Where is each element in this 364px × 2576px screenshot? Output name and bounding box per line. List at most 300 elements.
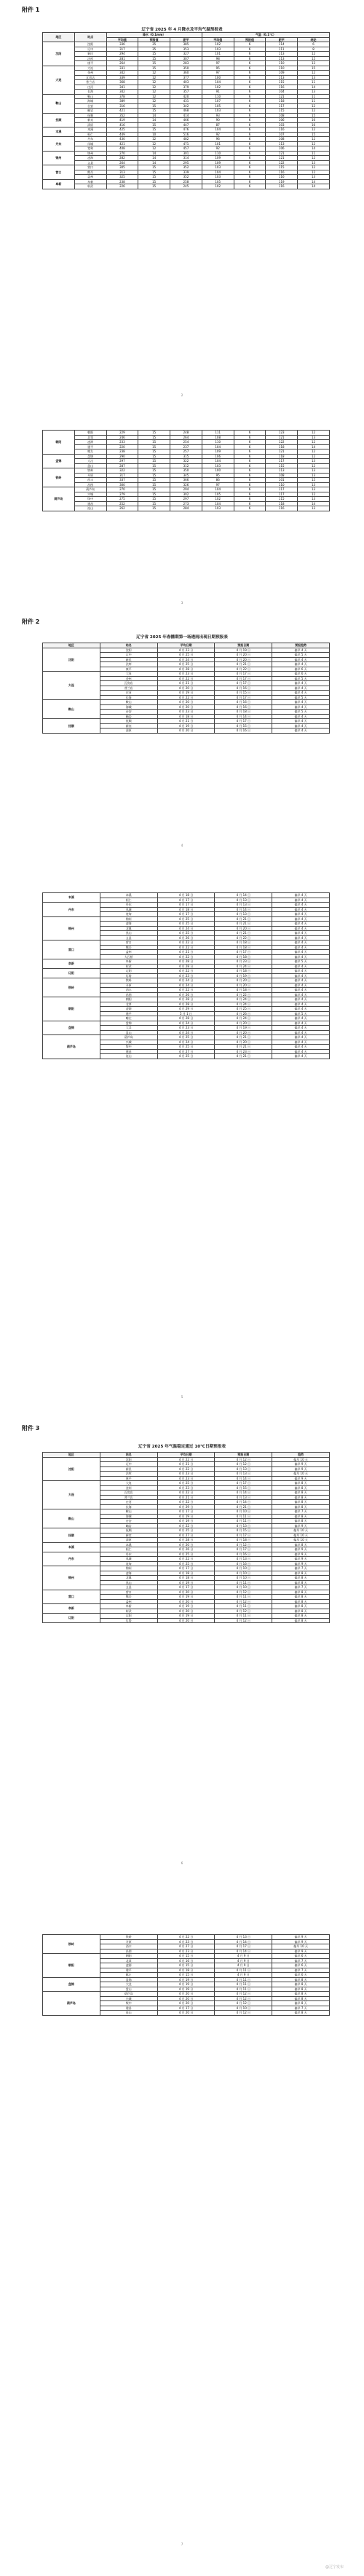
table-cell: 13 <box>298 497 330 502</box>
table-cell: 6 <box>234 109 266 114</box>
table-cell: 4 月 10 日 <box>215 1571 272 1576</box>
table-cell: 322 <box>170 459 202 464</box>
table-header-cell: 平均值 <box>106 37 138 42</box>
table-cell: 偏早 8 天 <box>272 1571 330 1576</box>
table-cell: 357 <box>170 90 202 95</box>
table-cell: 西丰 <box>74 478 106 483</box>
table-cell: 4 月 23 日 <box>157 710 215 715</box>
table-cell: 新宾 <box>74 118 106 123</box>
table-cell: 4 月 22 日 <box>157 941 215 946</box>
table-cell: 辽中 <box>100 1462 157 1467</box>
table-cell: 4 月 24 日 <box>215 1002 272 1007</box>
table-cell: 朝阳 <box>43 1954 100 1978</box>
table-cell: 4 月 21 日 <box>157 1462 215 1467</box>
table-cell: 4 月 20 日 <box>215 1021 272 1026</box>
table-cell: 盘山 <box>100 1030 157 1035</box>
table-cell: 317 <box>106 473 138 478</box>
table-cell: 台安 <box>74 103 106 109</box>
table-cell: 偏早 8 天 <box>272 1987 330 1992</box>
table-cell: 偏早 4 天 <box>272 997 330 1002</box>
table-cell: 449 <box>106 132 138 137</box>
table-cell: 339 <box>106 75 138 80</box>
table-cell: 4 月 11 日 <box>215 1580 272 1585</box>
table-cell: 12 <box>298 463 330 468</box>
table-cell: 123 <box>266 431 298 436</box>
table-cell: 4 月 19 日 <box>157 1514 215 1519</box>
table-cell: 偏早 8 天 <box>272 1614 330 1619</box>
table-cell: 偏早 8 天 <box>272 1576 330 1581</box>
table-cell: 16 <box>298 118 330 123</box>
table-cell: 103 <box>202 175 234 180</box>
table-header-cell: 平均日期 <box>157 643 215 648</box>
table-cell: 4 月 19 日 <box>157 1987 215 1992</box>
table-cell: 4 月 25 日 <box>157 1045 215 1050</box>
table-cell: 4 月 25 日 <box>157 1054 215 1059</box>
table-cell: 岫岩 <box>100 714 157 719</box>
table-cell: 15 <box>138 468 170 474</box>
table-cell: 4 月 20 日 <box>215 926 272 931</box>
table-cell: 偏早 10 天 <box>272 1472 330 1477</box>
table-cell: 熊岳 <box>100 945 157 950</box>
table-cell: 104 <box>202 501 234 506</box>
table-cell: 4 月 9 日 <box>215 1954 272 1959</box>
table-cell: 偏早 9 天 <box>272 1561 330 1566</box>
table-cell: 15 <box>138 127 170 133</box>
table-cell: 237 <box>170 444 202 449</box>
table-cell: 连山 <box>74 506 106 511</box>
table-cell: 342 <box>106 71 138 76</box>
table-cell: 4 月 14 日 <box>215 1491 272 1496</box>
table-cell: 4 月 22 日 <box>157 1557 215 1562</box>
table-cell: 营口 <box>43 941 100 959</box>
table-cell: 义县 <box>100 1585 157 1590</box>
table-cell: 清原 <box>100 1538 157 1543</box>
table-cell: 偏早 4 天 <box>272 988 330 993</box>
table-cell: 营口 <box>43 165 75 180</box>
table-cell: 6 <box>234 132 266 137</box>
table-cell: 4 月 19 日 <box>157 691 215 696</box>
table-cell: 偏早 9 天 <box>272 1557 330 1562</box>
table-cell: 4 月 18 日 <box>157 1968 215 1973</box>
table-cell: 262 <box>106 506 138 511</box>
table-cell: 桓仁 <box>100 898 157 903</box>
table-cell: 大洼 <box>100 1026 157 1031</box>
table-cell: 322 <box>106 468 138 474</box>
table-cell: 4 月 16 日 <box>215 1552 272 1557</box>
table-cell: 6 <box>234 113 266 118</box>
table-cell: 4 月 12 日 <box>215 1590 272 1595</box>
table-cell: 辽中 <box>74 47 106 52</box>
table-cell: 13 <box>298 90 330 95</box>
table-cell: 法库 <box>100 662 157 667</box>
table-cell: 116 <box>266 175 298 180</box>
table-cell: 4 月 23 日 <box>157 672 215 677</box>
table-cell: 偏早 4 天 <box>272 907 330 912</box>
table-cell: 4 月 27 日 <box>157 1533 215 1538</box>
table-cell: 15 <box>298 478 330 483</box>
table-cell: 凌源 <box>100 1963 157 1968</box>
table-cell: 阜新 <box>43 1604 100 1614</box>
table-cell: 辽中 <box>100 653 157 658</box>
table-cell: 86 <box>202 478 234 483</box>
page-number-6: 7 <box>181 2542 183 2546</box>
table-cell: 4 月 21 日 <box>157 950 215 955</box>
table-cell: 4 月 18 日 <box>215 941 272 946</box>
table-cell: 阜新 <box>100 959 157 965</box>
table-2-part-b <box>42 892 330 1059</box>
table-cell: 朝阳 <box>100 997 157 1002</box>
table-cell: 4 月 20 日 <box>215 983 272 988</box>
table-cell: 4 月 23 日 <box>157 648 215 653</box>
table-cell: 360 <box>170 71 202 76</box>
table-cell: 6 <box>234 103 266 109</box>
table-cell: 87 <box>202 122 234 127</box>
table-cell: 312 <box>170 463 202 468</box>
table-cell: 新民 <box>100 657 157 662</box>
table-cell: 4 月 24 日 <box>157 1021 215 1026</box>
table-cell: 偏早 9 天 <box>272 1939 330 1944</box>
table-cell: 15 <box>138 482 170 487</box>
table-cell: 凌源 <box>74 440 106 445</box>
table-cell: 6 <box>234 47 266 52</box>
table-cell: 104 <box>202 487 234 492</box>
table-cell: 偏早 4 天 <box>272 916 330 922</box>
table-cell: 92 <box>202 146 234 152</box>
table-cell: 15 <box>298 66 330 71</box>
page-3 <box>16 612 348 856</box>
table-cell: 4 月 22 日 <box>157 1491 215 1496</box>
table-cell: 15 <box>138 165 170 170</box>
table-cell: 15 <box>138 66 170 71</box>
table-cell: 107 <box>202 99 234 104</box>
table-cell: 4 月 14 日 <box>215 1939 272 1944</box>
table-cell: 4 月 17 日 <box>215 676 272 681</box>
table-cell: 清原 <box>74 122 106 127</box>
table-cell: 4 月 17 日 <box>215 1547 272 1552</box>
table-cell: 113 <box>266 52 298 57</box>
table-cell: 庄河 <box>100 691 157 696</box>
table-cell: 6 <box>234 487 266 492</box>
table-cell: 偏早 10 天 <box>272 1528 330 1534</box>
table-cell: 108 <box>266 137 298 142</box>
table-cell: 4 月 11 日 <box>215 1514 272 1519</box>
table-cell: 盘山 <box>74 463 106 468</box>
table-cell: 偏早 8 天 <box>272 1992 330 1997</box>
table-cell: 偏早 4 天 <box>272 969 330 974</box>
table-cell: 13 <box>298 160 330 165</box>
table-cell: 264 <box>106 61 138 66</box>
table-cell: 本溪 <box>74 127 106 133</box>
table-cell: 本溪 <box>100 893 157 898</box>
table-cell: 凌海 <box>100 922 157 927</box>
table-cell: 4 月 20 日 <box>157 700 215 705</box>
table-cell: 偏早 4 天 <box>272 700 330 705</box>
table-cell: 12 <box>138 94 170 99</box>
table-cell: 海城 <box>100 704 157 710</box>
table-cell: 273 <box>170 501 202 506</box>
table-cell: 法库 <box>74 56 106 61</box>
table-cell: 4 月 15 日 <box>215 723 272 729</box>
table-cell: 抚顺 <box>100 1528 157 1534</box>
watermark: @辽宁发布 <box>325 2565 344 2569</box>
table-cell: 4 月 22 日 <box>215 935 272 941</box>
table-cell: 104 <box>202 127 234 133</box>
table-cell: 6 <box>234 122 266 127</box>
table-cell: 偏早 4 天 <box>272 954 330 959</box>
table-cell: 8 <box>298 47 330 52</box>
table-cell: 105 <box>202 179 234 184</box>
table-2-title: 辽宁省 2025 年春播期第一场透雨出现日期预报表 <box>136 635 228 640</box>
table-cell: 6 <box>234 501 266 506</box>
table-cell: 110 <box>266 66 298 71</box>
table-cell: 4 月 21 日 <box>215 1504 272 1509</box>
table-cell: 瓦房店 <box>100 681 157 686</box>
table-cell: 大连 <box>43 66 75 94</box>
table-cell: 92 <box>202 132 234 137</box>
table-cell: 4 月 20 日 <box>157 2011 215 2016</box>
table-cell: 盘锦 <box>74 454 106 459</box>
table-cell: 14 <box>138 113 170 118</box>
table-cell: 偏早 4 天 <box>272 931 330 936</box>
table-cell: 4 月 20 日 <box>215 1030 272 1035</box>
table-cell: 4 月 19 日 <box>215 1026 272 1031</box>
table-cell: 378 <box>106 94 138 99</box>
table-cell: 偏早 9 天 <box>272 1547 330 1552</box>
table-cell: 偏早 8 天 <box>272 1519 330 1524</box>
table-cell: 偏早 9 天 <box>272 1523 330 1528</box>
table-cell: 103 <box>202 165 234 170</box>
table-cell: 248 <box>170 431 202 436</box>
table-cell: 108 <box>266 473 298 478</box>
table-cell: 偏早 4 天 <box>272 704 330 710</box>
table-cell: 偏早 4 天 <box>272 1002 330 1007</box>
table-cell: 4 月 13 日 <box>215 1472 272 1477</box>
table-cell: 4 月 17 日 <box>157 912 215 917</box>
table-cell: 丹东 <box>100 1552 157 1557</box>
table-cell: 13 <box>298 61 330 66</box>
table-cell: 447 <box>170 122 202 127</box>
table-cell: 4 月 18 日 <box>215 945 272 950</box>
table-cell: 朝阳 <box>100 1954 157 1959</box>
table-cell: 偏早 4 天 <box>272 922 330 927</box>
table-cell: 偏早 6 天 <box>272 1954 330 1959</box>
table-cell: 偏早 4 天 <box>272 1030 330 1035</box>
table-cell: 10 <box>138 132 170 137</box>
table-cell: 偏早 4 天 <box>272 648 330 653</box>
table-cell: 4 月 23 日 <box>157 1026 215 1031</box>
table-cell: 偏早 7 天 <box>272 1968 330 1973</box>
table-cell: 4 月 25 日 <box>157 662 215 667</box>
table-cell: 4 月 19 日 <box>157 1977 215 1982</box>
table-header-cell: 趋势 <box>272 1453 330 1458</box>
table-cell: 葫芦岛 <box>43 487 75 511</box>
table-cell: 岫岩 <box>100 1523 157 1528</box>
table-cell: 97 <box>202 482 234 487</box>
table-cell: 284 <box>170 506 202 511</box>
table-cell: 丹东 <box>43 1552 100 1566</box>
table-cell: 6 <box>234 94 266 99</box>
table-cell: 大连 <box>74 66 106 71</box>
table-cell: 95 <box>202 66 234 71</box>
table-cell: 盘锦 <box>100 1021 157 1026</box>
table-cell: 4 月 22 日 <box>157 695 215 700</box>
table-cell: 本溪 <box>43 893 100 903</box>
table-cell: 抚顺 <box>43 113 75 127</box>
table-cell: 铁岭 <box>100 978 157 983</box>
table-cell: 4 月 20 日 <box>215 1040 272 1045</box>
table-cell: 铁岭 <box>43 1935 100 1954</box>
table-cell: 97 <box>202 61 234 66</box>
table-cell: 325 <box>106 175 138 180</box>
table-cell: 偏早 5 天 <box>272 653 330 658</box>
table-cell: 4 月 19 日 <box>157 1982 215 1987</box>
table-cell: 4 月 16 日 <box>215 686 272 691</box>
table-cell: 6 <box>234 99 266 104</box>
table-cell: 绥中 <box>74 497 106 502</box>
table-cell: 118 <box>266 444 298 449</box>
table-cell: 6 <box>234 141 266 146</box>
table-cell: 457 <box>170 146 202 152</box>
table-cell: 4 月 20 日 <box>157 1996 215 2001</box>
table-cell: 13 <box>298 506 330 511</box>
table-cell: 4 月 22 日 <box>157 676 215 681</box>
table-cell: 偏早 4 天 <box>272 1040 330 1045</box>
table-cell: 6 <box>234 137 266 142</box>
table-cell: 103 <box>202 109 234 114</box>
table-cell: 兴城 <box>100 1040 157 1045</box>
table-cell: 341 <box>106 85 138 90</box>
table-cell: 4 月 21 日 <box>215 1045 272 1050</box>
table-cell: 偏早 8 天 <box>272 1977 330 1982</box>
table-cell: 6 <box>234 435 266 440</box>
table-cell: 北镇 <box>100 926 157 931</box>
table-cell: 106 <box>266 146 298 152</box>
table-cell: 沈阳 <box>43 42 75 66</box>
table-cell: 锦州 <box>74 151 106 156</box>
table-cell: 4 月 22 日 <box>157 969 215 974</box>
table-cell: 本溪 <box>43 1542 100 1552</box>
table-cell: 15 <box>298 113 330 118</box>
table-cell: 14 <box>138 118 170 123</box>
table-cell: 103 <box>202 47 234 52</box>
table-cell: 葫芦岛 <box>100 1035 157 1040</box>
table-cell: 12 <box>138 85 170 90</box>
table-cell: 468 <box>170 109 202 114</box>
table-cell: 35 <box>138 47 170 52</box>
table-cell: 建平 <box>100 1968 157 1973</box>
table-cell: 419 <box>106 118 138 123</box>
table-cell: 353 <box>170 47 202 52</box>
table-cell: 110 <box>266 61 298 66</box>
table-cell: 4 月 24 日 <box>215 1016 272 1021</box>
table-cell: 102 <box>202 497 234 502</box>
table-cell: 偏早 4 天 <box>272 941 330 946</box>
table-cell: 偏早 4 天 <box>272 657 330 662</box>
table-cell: 丹东 <box>100 903 157 908</box>
table-cell: 丹东 <box>43 137 75 152</box>
table-header-cell: 预报值 <box>138 37 170 42</box>
table-cell: 西丰 <box>100 988 157 993</box>
table-cell: 104 <box>202 459 234 464</box>
table-cell: 沈阳 <box>43 1457 100 1481</box>
table-cell: 4 月 21 日 <box>157 1495 215 1500</box>
table-cell: 15 <box>138 52 170 57</box>
table-cell: 灯塔 <box>100 1618 157 1623</box>
page-number-2: 3 <box>181 601 183 605</box>
table-cell: 352 <box>106 113 138 118</box>
table-cell: 14 <box>298 85 330 90</box>
table-cell: 4 月 18 日 <box>157 907 215 912</box>
table-cell: 昌图 <box>100 992 157 997</box>
table-cell: 420 <box>170 94 202 99</box>
table-cell: 104 <box>202 170 234 175</box>
table-header-cell: 气温（0.1℃） <box>202 33 329 38</box>
table-cell: 104 <box>202 80 234 85</box>
table-cell: 偏早 5 天 <box>272 676 330 681</box>
table-cell: 建昌 <box>100 1049 157 1054</box>
table-cell: 307 <box>170 56 202 61</box>
table-cell: 117 <box>266 487 298 492</box>
table-cell: 灯塔 <box>100 973 157 978</box>
table-cell: 偏早 4 天 <box>272 964 330 969</box>
table-cell: 沈阳 <box>100 648 157 653</box>
table-cell: 4 月 17 日 <box>215 681 272 686</box>
table-cell: 12 <box>298 103 330 109</box>
table-cell: 110 <box>202 440 234 445</box>
table-cell: 4 月 24 日 <box>157 926 215 931</box>
table-cell: 6 <box>234 170 266 175</box>
table-cell: 118 <box>266 501 298 506</box>
table-3-part-a <box>42 1452 330 1623</box>
table-cell: 4 月 26 日 <box>157 992 215 997</box>
table-cell: 4 月 12 日 <box>215 2011 272 2016</box>
table-cell: 15 <box>298 132 330 137</box>
table-cell: 4 月 27 日 <box>157 1049 215 1054</box>
table-cell: 416 <box>106 122 138 127</box>
table-cell: 111 <box>266 47 298 52</box>
table-cell: 偏早 4 天 <box>272 1045 330 1050</box>
table-cell: 彰武 <box>100 1609 157 1614</box>
table-cell: 4 月 18 日 <box>215 954 272 959</box>
table-cell: 偏早 9 天 <box>272 1935 330 1940</box>
table-2-part-a <box>42 643 330 734</box>
table-cell: 偏早 4 天 <box>272 729 330 734</box>
table-cell: 营口 <box>43 1590 100 1604</box>
table-cell: 11 <box>298 151 330 156</box>
table-cell: 偏早 8 天 <box>272 2011 330 2016</box>
table-cell: 金州 <box>100 676 157 681</box>
table-cell: 朝阳 <box>43 997 100 1021</box>
table-cell: 6 <box>234 492 266 497</box>
table-cell: 4 月 24 日 <box>157 983 215 988</box>
table-cell: 257 <box>170 449 202 455</box>
table-cell: 北票 <box>100 1958 157 1963</box>
table-cell: 4 月 17 日 <box>215 719 272 724</box>
table-cell: 15 <box>138 170 170 175</box>
table-cell: 6 <box>234 478 266 483</box>
table-cell: 245 <box>170 184 202 189</box>
table-cell: 6 <box>234 146 266 152</box>
table-cell: 辽阳 <box>43 1614 100 1623</box>
table-cell: 4 月 23 日 <box>157 1472 215 1477</box>
table-cell: 290 <box>106 454 138 459</box>
table-cell: 110 <box>202 94 234 99</box>
table-cell: 93 <box>202 113 234 118</box>
table-cell: 101 <box>202 52 234 57</box>
table-cell: 康平 <box>74 61 106 66</box>
table-cell: 4 月 23 日 <box>157 1485 215 1491</box>
table-cell: 熊岳 <box>74 170 106 175</box>
